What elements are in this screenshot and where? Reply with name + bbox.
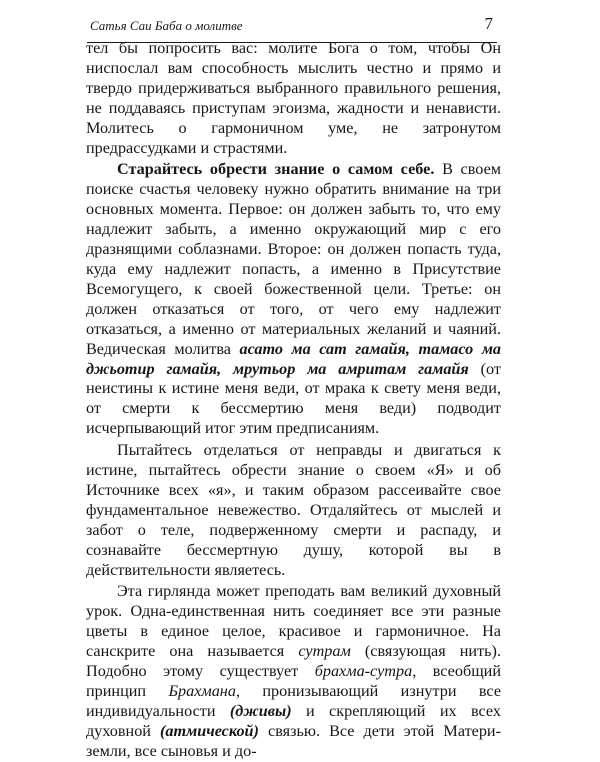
text-run: тел бы попросить вас: молите Бога о том, чтобы Он ниспослал вам способность мыслить честно и прямо и твердо придерживаться выбранного правильного решения, не поддаваясь приступам эгоизма, жадности и ненависти. Молитесь о гармоничном уме, не затронутом предрассудками и страстями. [86,39,501,157]
text-run: В своем поиске счастья человеку нужно обратить внимание на три основных момента. Первое: он должен забыть то, что ему надлежит забыть, а именно окружающий мир с его дразнящими соблазнами. Второе: он должен попасть туда, куда ему надлежит попасть, а именно в Присутствие Всемогущего, к своей божественной цели. Третье: он должен отказаться от того, от чего ему надлежит отказаться, а именно от материальных желаний и чаяний. Ведическая молитва [86,160,501,358]
sanskrit-term: (атмической) [160,721,259,740]
text-run: и скрепляющий их всех духовной [86,701,501,740]
paragraph [86,441,501,580]
text-run: , пронизывающий изнутри все индивидуальности [86,682,501,720]
text-run: Пытайтесь отделаться от неправды и двигаться к истине, пытайтесь обрести знание о своем «Я» и об Источнике всех «я», и таким образом рассеивайте свое фундаментальное невежество. Отдаляйтесь от мыслей и забот о теле, подверженному смерти и распаду, и сознавайте бессмертную душу, которой вы в действительности являетесь. [86,441,501,579]
running-title: Сатья Саи Баба о молитве [90,18,243,33]
text-run: (связующая нить). Подобно этому существует [86,642,501,681]
paragraph [86,39,501,158]
sanskrit-term: сутрам [298,642,351,661]
paragraph [86,582,501,761]
text-run: (от неистины к истине меня веди, от мрака к свету меня веди, от смерти к бессмертию меня веди) подводит исчерпывающий итог этим предписаниям. [86,359,501,438]
sanskrit-term: (дживы) [229,701,292,720]
text-run: , всеобщий принцип [86,662,501,700]
text-run: связью. Все дети этой Матери-земли, все сыновья и до- [86,721,501,760]
body-text [86,39,501,762]
page-number: 7 [484,14,493,33]
paragraph [86,160,501,439]
text-run: Эта гирлянда может преподать вам великий духовный урок. Одна-единственная нить соединяет все эти разные цветы в единое целое, красивое и гармоничное. На санскрите она называется [86,582,501,661]
sanskrit-term: брахма-сутра [314,662,413,681]
sanskrit-term: Брахмана [168,682,236,700]
bold-lead-sentence: Старайтесь обрести знание о самом себе. [117,160,435,179]
sanskrit-prayer: асато ма сат гамайя, тамасо ма джьотир гамайя, мрутьор ма амритам гамайя [86,339,502,378]
